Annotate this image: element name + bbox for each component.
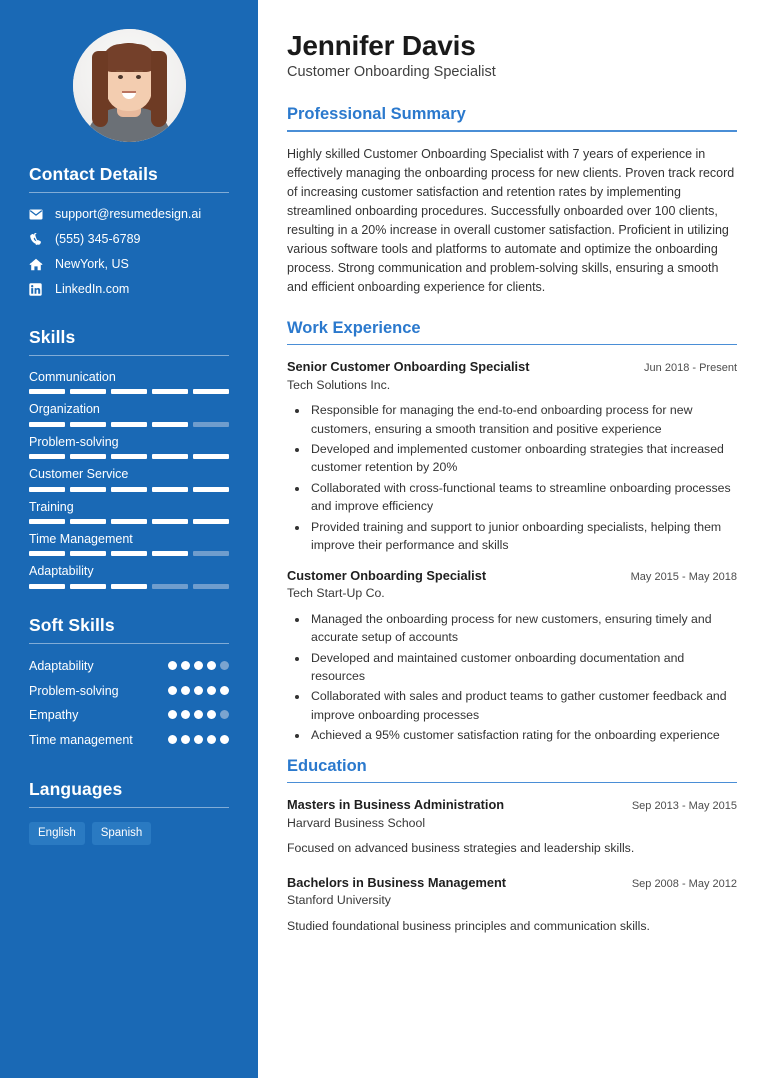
skill-label: Training: [29, 499, 74, 514]
skill-bar-segment: [29, 389, 65, 394]
skill-label: Communication: [29, 370, 116, 384]
skill-bar-segment: [152, 519, 188, 524]
education-section: [287, 757, 737, 935]
skill-label: Organization: [29, 402, 100, 417]
rating-dot: [207, 710, 216, 719]
work-bullet: • Developed and maintained customer onboarding documentation and resources: [309, 649, 737, 686]
contact-item-email[interactable]: [29, 207, 229, 222]
work-item-company: Tech Solutions Inc.: [287, 377, 391, 392]
work-item-date: Jun 2018 - Present: [644, 362, 737, 375]
work-experience-item: [287, 358, 737, 555]
rating-dot: [181, 661, 190, 670]
avatar-hair-right: [151, 51, 167, 127]
work-bullet: • Achieved a 95% customer satisfaction rating for the onboarding experience: [309, 726, 737, 744]
soft-skill-label: Empathy: [29, 708, 79, 723]
avatar-brow-left: [116, 70, 125, 72]
skill-label: Time Management: [29, 531, 133, 546]
skill-bar-segment: [29, 551, 65, 556]
main-content: [258, 0, 768, 1078]
soft-skills-list: [29, 658, 229, 750]
soft-skill-rating: [168, 658, 229, 670]
soft-skill-label: Problem-solving: [29, 683, 119, 698]
work-item-header: [287, 358, 737, 376]
education-item-date: Sep 2008 - May 2012: [631, 877, 737, 890]
education-item: [287, 796, 737, 857]
linkedin-icon: [29, 283, 48, 296]
work-bullet: • Responsible for managing the end-to-end onboarding process for new customers, ensuring a smooth transition and positive experience: [309, 401, 737, 438]
skill-bar-segment: [111, 422, 147, 427]
avatar-eye-left: [118, 75, 123, 79]
skill-bar-segment: [70, 519, 106, 524]
professional-summary-heading: Professional Summary: [287, 105, 466, 124]
work-experience-section: [287, 319, 737, 745]
rating-dot: [207, 661, 216, 670]
contact-email-text: support@resumedesign.ai: [55, 207, 202, 221]
professional-summary-divider: [287, 130, 737, 132]
languages-divider: [29, 807, 229, 808]
soft-skill-row: [29, 658, 229, 675]
skill-bar-segment: [70, 551, 106, 556]
avatar-container: [0, 0, 258, 164]
skills-section: [0, 327, 258, 615]
professional-summary-text: Highly skilled Customer Onboarding Specialist with 7 years of experience in effectively managing the onboarding process for new clients. Proven track record of increasing customer satisfaction and retention rates by implementing streamlined onboarding procedures. Successfully onboarded over 100 clients, resulting in a 20% increase in overall customer satisfaction. Proficient in utilizing various software tools and platforms to automate and optimize the onboarding process. Strong communication and problem-solving skills, ensuring a smooth and efficient onboarding experience for clients.: [287, 146, 735, 294]
skill-bar-segment: [152, 422, 188, 427]
rating-dot: [168, 710, 177, 719]
rating-dot: [194, 710, 203, 719]
skill-bar-segment: [193, 519, 229, 524]
skill-bar-segment: [193, 389, 229, 394]
rating-dot: [181, 710, 190, 719]
skill-level-bar: [29, 454, 229, 459]
skill-bar-segment: [70, 584, 106, 589]
contact-details-heading: Contact Details: [29, 164, 158, 184]
soft-skills-divider: [29, 643, 229, 644]
contact-item-linkedin[interactable]: [29, 282, 229, 297]
skill-bar-segment: [111, 551, 147, 556]
page-title: Jennifer Davis: [287, 30, 476, 61]
language-tag: English: [29, 822, 85, 845]
education-item-header: [287, 874, 737, 892]
soft-skill-rating: [168, 732, 229, 744]
rating-dot: [194, 661, 203, 670]
skill-bar-segment: [193, 454, 229, 459]
skill-bar-segment: [111, 487, 147, 492]
contact-item-location[interactable]: [29, 257, 229, 272]
education-heading: Education: [287, 756, 367, 775]
avatar-hair-left: [92, 51, 108, 127]
skill-bar-segment: [111, 454, 147, 459]
skill-label: Adaptability: [29, 564, 94, 579]
skill-level-bar: [29, 422, 229, 427]
education-divider: [287, 782, 737, 784]
education-item-description: Studied foundational business principles and communication skills.: [287, 918, 650, 933]
avatar-brow-right: [134, 70, 143, 72]
contact-phone-text: (555) 345-6789: [55, 232, 141, 246]
skill-bar-segment: [111, 584, 147, 589]
education-item-date: Sep 2013 - May 2015: [631, 800, 737, 813]
work-item-date: May 2015 - May 2018: [630, 570, 737, 583]
soft-skills-section: [0, 615, 258, 780]
skill-row: [29, 402, 229, 426]
skill-level-bar: [29, 551, 229, 556]
skill-row: [29, 467, 229, 491]
work-experience-list: [287, 358, 737, 745]
avatar: [73, 29, 186, 142]
education-item-degree: Bachelors in Business Management: [287, 874, 507, 890]
skill-bar-segment: [29, 584, 65, 589]
education-list: [287, 796, 737, 935]
rating-dot: [220, 710, 229, 719]
skill-bar-segment: [29, 422, 65, 427]
skill-bar-segment: [152, 389, 188, 394]
rating-dot: [194, 686, 203, 695]
skill-bar-segment: [111, 519, 147, 524]
soft-skill-rating: [168, 707, 229, 719]
rating-dot: [168, 686, 177, 695]
rating-dot: [220, 661, 229, 670]
rating-dot: [207, 735, 216, 744]
envelope-icon: [29, 209, 48, 220]
skill-level-bar: [29, 584, 229, 589]
rating-dot: [220, 735, 229, 744]
skill-bar-segment: [70, 389, 106, 394]
work-experience-divider: [287, 344, 737, 346]
skill-bar-segment: [193, 584, 229, 589]
work-experience-item: [287, 567, 737, 745]
skill-bar-segment: [152, 487, 188, 492]
contact-details-divider: [29, 192, 229, 193]
language-tag: Spanish: [92, 822, 152, 845]
skill-bar-segment: [29, 454, 65, 459]
soft-skill-rating: [168, 683, 229, 695]
contact-linkedin-text: LinkedIn.com: [55, 282, 130, 296]
soft-skill-label: Adaptability: [29, 658, 94, 673]
skill-label: Customer Service: [29, 467, 129, 482]
education-item: [287, 874, 737, 935]
work-item-title: Senior Customer Onboarding Specialist: [287, 359, 530, 375]
skill-level-bar: [29, 519, 229, 524]
skill-bar-segment: [70, 422, 106, 427]
soft-skill-row: [29, 707, 229, 724]
work-item-title: Customer Onboarding Specialist: [287, 567, 487, 583]
education-item-degree: Masters in Business Administration: [287, 797, 505, 813]
skills-heading: Skills: [29, 327, 76, 347]
contact-item-phone[interactable]: [29, 232, 229, 247]
contact-list: [29, 207, 229, 297]
soft-skills-heading: Soft Skills: [29, 614, 115, 635]
languages-heading: Languages: [29, 779, 123, 800]
skill-label: Problem-solving: [29, 434, 119, 449]
languages-section: [0, 779, 258, 845]
work-bullet: • Provided training and support to junior onboarding specialists, helping them improve their performance and skills: [309, 518, 737, 555]
skills-divider: [29, 355, 229, 356]
rating-dot: [220, 686, 229, 695]
work-bullet: • Collaborated with cross-functional teams to streamline onboarding processes and improve efficiency: [309, 479, 737, 516]
skill-bar-segment: [70, 454, 106, 459]
sidebar: [0, 0, 258, 1078]
skill-row: [29, 564, 229, 588]
rating-dot: [207, 686, 216, 695]
rating-dot: [194, 735, 203, 744]
education-item-description: Focused on advanced business strategies and leadership skills.: [287, 841, 635, 856]
work-item-header: [287, 567, 737, 585]
home-icon: [29, 258, 48, 271]
skill-level-bar: [29, 389, 229, 394]
work-experience-heading: Work Experience: [287, 318, 421, 337]
soft-skill-row: [29, 732, 229, 749]
rating-dot: [181, 686, 190, 695]
phone-icon: [29, 233, 48, 246]
contact-details-section: [0, 164, 258, 327]
skills-list: [29, 370, 229, 589]
work-item-bullets: [287, 401, 737, 555]
work-bullet: • Managed the onboarding process for new customers, ensuring timely and accurate setup of accounts: [309, 610, 737, 647]
education-item-header: [287, 796, 737, 814]
job-title: Customer Onboarding Specialist: [287, 64, 496, 81]
skill-bar-segment: [70, 487, 106, 492]
rating-dot: [168, 735, 177, 744]
skill-bar-segment: [152, 551, 188, 556]
soft-skill-label: Time management: [29, 733, 133, 748]
avatar-hair-front: [102, 44, 156, 72]
skill-bar-segment: [29, 519, 65, 524]
skill-row: [29, 532, 229, 556]
rating-dot: [181, 735, 190, 744]
contact-location-text: NewYork, US: [55, 257, 129, 271]
work-item-company: Tech Start-Up Co.: [287, 586, 385, 601]
skill-bar-segment: [193, 422, 229, 427]
skill-bar-segment: [29, 487, 65, 492]
professional-summary-section: [287, 105, 737, 296]
education-item-school: Stanford University: [287, 893, 391, 908]
skill-bar-segment: [193, 487, 229, 492]
skill-row: [29, 370, 229, 394]
work-bullet: • Collaborated with sales and product teams to gather customer feedback and improve onboarding processes: [309, 687, 737, 724]
skill-bar-segment: [193, 551, 229, 556]
skill-bar-segment: [152, 454, 188, 459]
skill-row: [29, 500, 229, 524]
avatar-eye-right: [136, 75, 141, 79]
languages-list: [29, 822, 229, 845]
education-item-school: Harvard Business School: [287, 815, 426, 830]
skill-level-bar: [29, 487, 229, 492]
skill-row: [29, 435, 229, 459]
skill-bar-segment: [111, 389, 147, 394]
skill-bar-segment: [152, 584, 188, 589]
work-bullet: • Developed and implemented customer onboarding strategies that increased customer retention by 20%: [309, 440, 737, 477]
rating-dot: [168, 661, 177, 670]
soft-skill-row: [29, 683, 229, 700]
work-item-bullets: [287, 610, 737, 745]
